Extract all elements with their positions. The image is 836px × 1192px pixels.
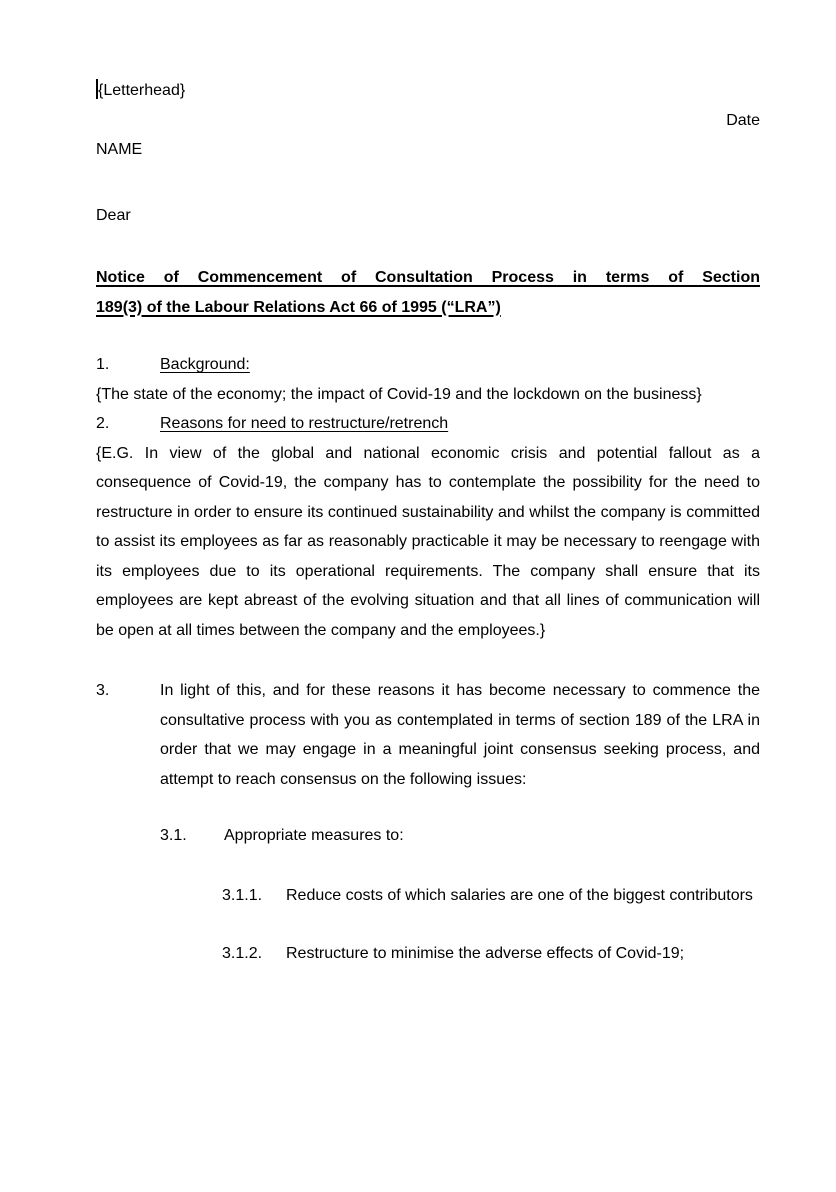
clause-3-1-1-number: 3.1.1. [222,886,263,904]
clause-3-1-1 [222,881,760,911]
salutation: Dear [96,206,131,224]
clause-1-number: 1. [96,356,110,373]
letterhead-line [96,76,760,106]
clause-2-body: {E.G. In view of the global and national economic crisis and potential fallout as a consequence of Covid-19, the company has to contemplate the possibility for the need to restructure in order to ensure its continued sustainability and whilst the company is committed to assist its employees as far as reasonably practicable it may be necessary to reengage with its employees due to its operational requirements. The company shall ensure that its employees are kept abreast of the evolving situation and that all lines of communication will be open at all times between the company and the employees.} [96,444,760,639]
date-line [96,106,760,136]
clause-1 [96,350,760,380]
clause-3-1-2-text: Restructure to minimise the adverse effects of Covid-19; [286,945,685,962]
clause-2-title: Reasons for need to restructure/retrench [160,415,449,432]
clause-1-title: Background: [160,356,250,373]
clause-3-1-2-number: 3.1.2. [222,945,263,962]
clause-3-1-text: Appropriate measures to: [224,827,404,844]
clause-3-number: 3. [96,682,110,699]
clause-3 [96,676,760,794]
document-heading [96,263,760,322]
clause-3-1-1-text: Reduce costs of which salaries are one of the biggest contributors [286,886,753,904]
document-content [96,76,760,969]
date-label: Date [726,111,760,129]
clause-3-1 [160,821,760,851]
letterhead-placeholder: {Letterhead} [98,82,186,99]
clause-3-1-2 [222,939,760,969]
heading-line-2: 189(3) of the Labour Relations Act 66 of 1995 (“LRA”) [96,298,501,316]
clause-3-1-number: 3.1. [160,827,187,844]
clause-2-number: 2. [96,415,110,432]
recipient-name: NAME [96,141,143,158]
clause-3-text: In light of this, and for these reasons it has become necessary to commence the consultative process with you as contemplated in terms of section 189 of the LRA in order that we may engage in a meaningful joint consensus seeking process, and attempt to reach consensus on the following issues: [160,682,760,788]
clause-1-body: {The state of the economy; the impact of Covid-19 and the lockdown on the business} [96,385,702,403]
clause-2 [96,409,760,439]
heading-line-1: Notice of Commencement of Consultation Process in terms of Section [96,269,760,286]
